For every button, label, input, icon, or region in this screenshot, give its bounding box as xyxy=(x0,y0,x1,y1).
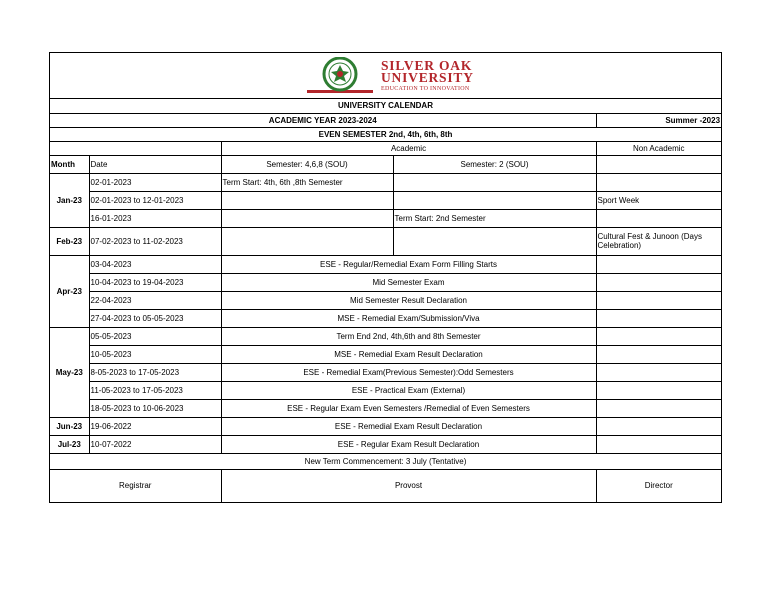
non-academic-cell xyxy=(596,399,721,417)
date-cell: 22-04-2023 xyxy=(89,291,221,309)
event-cell: ESE - Regular Exam Even Semesters /Remedial of Even Semesters xyxy=(221,399,596,417)
month-cell: Jul-23 xyxy=(50,435,89,453)
university-logo xyxy=(307,57,474,95)
brand-name-line1: SILVER OAK xyxy=(381,58,473,73)
brand-text xyxy=(381,60,474,92)
month-cell: Jan-23 xyxy=(50,173,89,227)
non-academic-cell xyxy=(596,345,721,363)
academic-year: ACADEMIC YEAR 2023-2024 xyxy=(50,113,596,127)
event-cell: ESE - Remedial Exam Result Declaration xyxy=(221,417,596,435)
calendar-sheet xyxy=(49,52,722,503)
registrar-signature: Registrar xyxy=(50,469,221,502)
month-cell: Apr-23 xyxy=(50,255,89,327)
month-cell: May-23 xyxy=(50,327,89,417)
date-cell: 10-04-2023 to 19-04-2023 xyxy=(89,273,221,291)
non-academic-cell xyxy=(596,309,721,327)
term-label: Summer -2023 xyxy=(596,113,721,127)
non-academic-cell: Cultural Fest & Junoon (Days Celebration) xyxy=(596,227,721,255)
event-cell: MSE - Remedial Exam Result Declaration xyxy=(221,345,596,363)
university-seal-icon xyxy=(307,57,373,95)
month-cell: Feb-23 xyxy=(50,227,89,255)
date-header: Date xyxy=(89,155,221,173)
non-academic-cell xyxy=(596,273,721,291)
semester-468-cell xyxy=(221,191,393,209)
brand-tagline: EDUCATION TO INNOVATION xyxy=(381,86,470,92)
non-academic-header: Non Academic xyxy=(596,141,721,155)
term-commencement: New Term Commencement: 3 July (Tentative) xyxy=(50,453,721,469)
date-cell: 07-02-2023 to 11-02-2023 xyxy=(89,227,221,255)
semester-heading: EVEN SEMESTER 2nd, 4th, 6th, 8th xyxy=(50,127,721,141)
event-cell: ESE - Regular/Remedial Exam Form Filling Starts xyxy=(221,255,596,273)
date-cell: 27-04-2023 to 05-05-2023 xyxy=(89,309,221,327)
empty-cell xyxy=(596,155,721,173)
semester-2-header: Semester: 2 (SOU) xyxy=(393,155,596,173)
calendar-table xyxy=(50,99,721,502)
semester-468-cell xyxy=(221,227,393,255)
calendar-title: UNIVERSITY CALENDAR xyxy=(50,99,721,113)
non-academic-cell xyxy=(596,435,721,453)
semester-2-cell xyxy=(393,227,596,255)
non-academic-cell xyxy=(596,381,721,399)
semester-2-cell xyxy=(393,173,596,191)
event-cell: Mid Semester Result Declaration xyxy=(221,291,596,309)
date-cell: 02-01-2023 to 12-01-2023 xyxy=(89,191,221,209)
semester-468-cell: Term Start: 4th, 6th ,8th Semester xyxy=(221,173,393,191)
date-cell: 10-07-2022 xyxy=(89,435,221,453)
date-cell: 19-06-2022 xyxy=(89,417,221,435)
event-cell: ESE - Remedial Exam(Previous Semester):Odd Semesters xyxy=(221,363,596,381)
date-cell: 8-05-2023 to 17-05-2023 xyxy=(89,363,221,381)
month-cell: Jun-23 xyxy=(50,417,89,435)
non-academic-cell xyxy=(596,255,721,273)
provost-signature: Provost xyxy=(221,469,596,502)
semester-2-cell: Term Start: 2nd Semester xyxy=(393,209,596,227)
brand-name-line2: UNIVERSITY xyxy=(381,70,474,85)
semester-468-cell xyxy=(221,209,393,227)
date-cell: 05-05-2023 xyxy=(89,327,221,345)
event-cell: MSE - Remedial Exam/Submission/Viva xyxy=(221,309,596,327)
event-cell: ESE - Practical Exam (External) xyxy=(221,381,596,399)
date-cell: 18-05-2023 to 10-06-2023 xyxy=(89,399,221,417)
date-cell: 11-05-2023 to 17-05-2023 xyxy=(89,381,221,399)
non-academic-cell xyxy=(596,363,721,381)
semester-468-header: Semester: 4,6,8 (SOU) xyxy=(221,155,393,173)
date-cell: 16-01-2023 xyxy=(89,209,221,227)
event-cell: ESE - Regular Exam Result Declaration xyxy=(221,435,596,453)
date-cell: 10-05-2023 xyxy=(89,345,221,363)
academic-header: Academic xyxy=(221,141,596,155)
non-academic-cell xyxy=(596,291,721,309)
semester-2-cell xyxy=(393,191,596,209)
date-cell: 03-04-2023 xyxy=(89,255,221,273)
non-academic-cell: Sport Week xyxy=(596,191,721,209)
non-academic-cell xyxy=(596,209,721,227)
director-signature: Director xyxy=(596,469,721,502)
month-header: Month xyxy=(50,155,89,173)
event-cell: Mid Semester Exam xyxy=(221,273,596,291)
non-academic-cell xyxy=(596,417,721,435)
event-cell: Term End 2nd, 4th,6th and 8th Semester xyxy=(221,327,596,345)
date-cell: 02-01-2023 xyxy=(89,173,221,191)
logo-row xyxy=(50,53,721,99)
non-academic-cell xyxy=(596,173,721,191)
non-academic-cell xyxy=(596,327,721,345)
empty-cell xyxy=(50,141,221,155)
